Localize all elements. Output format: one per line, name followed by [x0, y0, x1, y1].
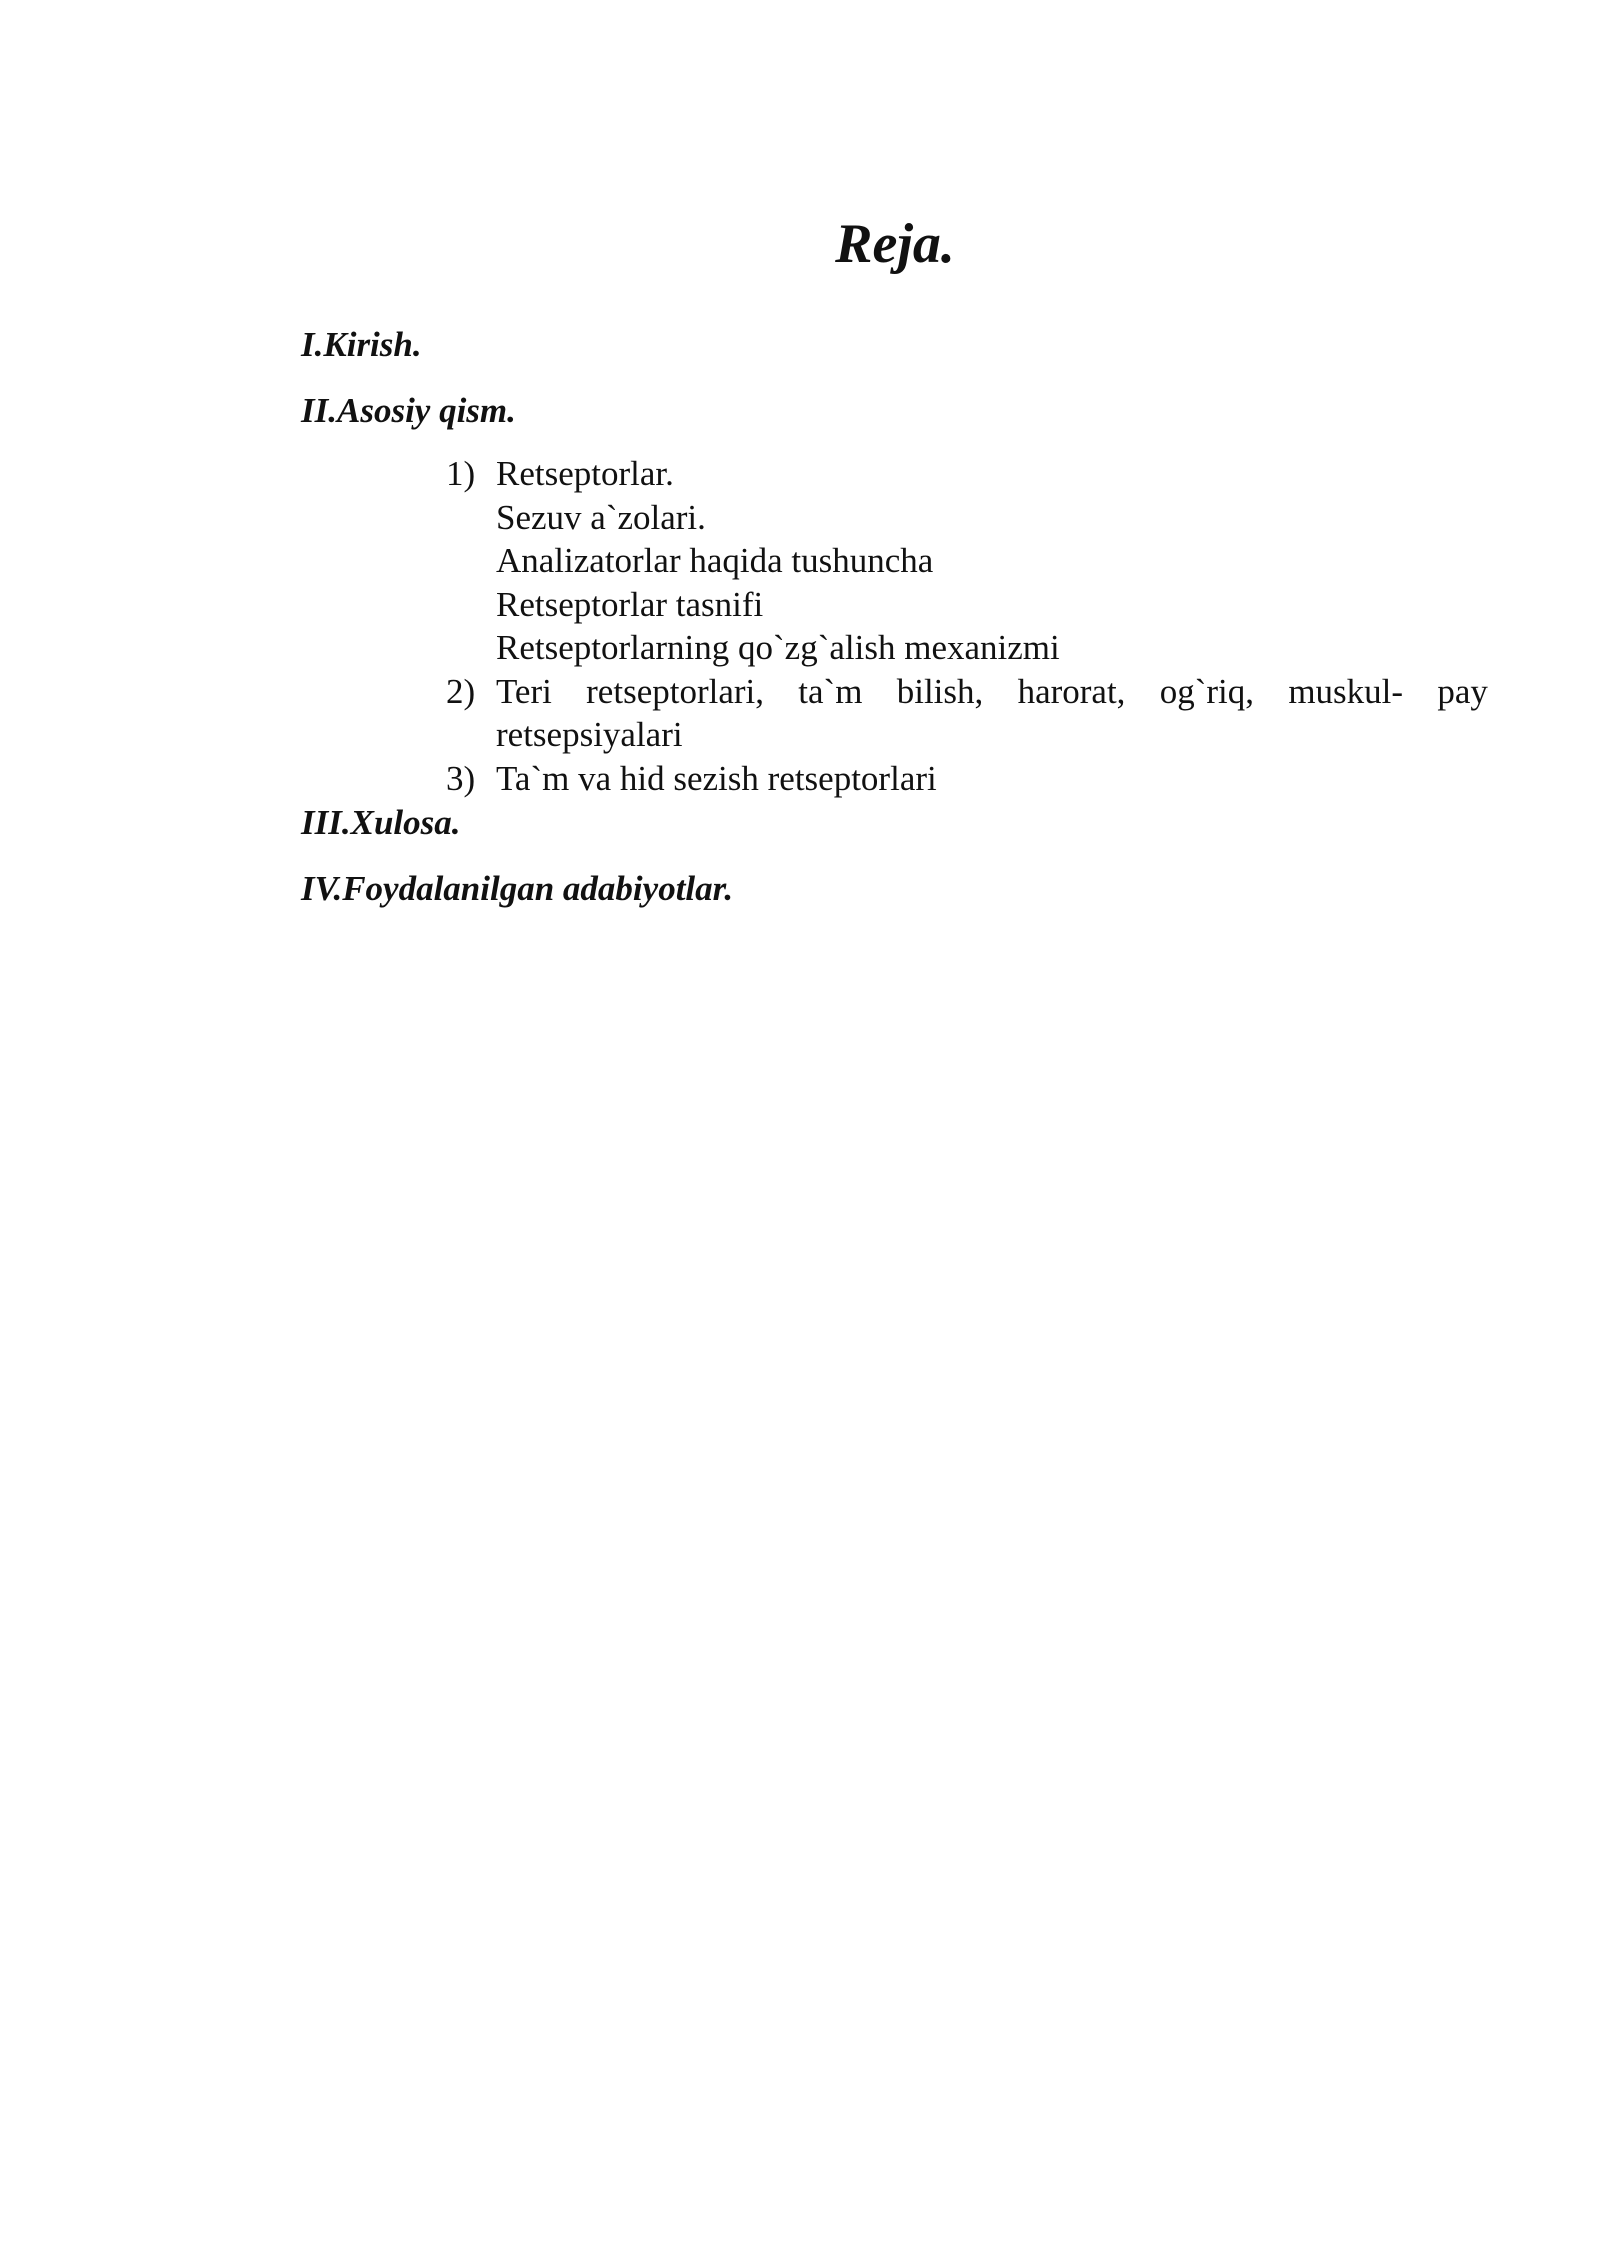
list-item-body [496, 452, 1488, 670]
section-heading-asosiy-qism: II.Asosiy qism. [301, 391, 516, 430]
section-heading-adabiyotlar: IV.Foydalanilgan adabiyotlar. [301, 869, 734, 908]
list-item-number: 1) [446, 454, 476, 493]
word: og`riq, [1159, 671, 1255, 711]
section-heading-xulosa: III.Xulosa. [301, 803, 461, 842]
word: muskul- [1288, 671, 1404, 711]
numbered-list [446, 452, 1488, 800]
list-item [446, 452, 1488, 670]
list-item-number: 2) [446, 671, 476, 711]
list-item [446, 670, 1488, 757]
list-item-body [496, 757, 1488, 801]
list-item-number: 3) [446, 758, 476, 798]
list-item-line: Retseptorlarning qo`zg`alish mexanizmi [496, 628, 1060, 667]
word: pay [1437, 671, 1488, 711]
word: ta`m [798, 671, 863, 711]
word: bilish, [896, 671, 984, 711]
list-item-line: Ta`m va hid sezish retseptorlari [496, 758, 937, 798]
list-item-body [496, 670, 1488, 757]
word: harorat, [1017, 671, 1126, 711]
list-item-line: Retseptorlar. [496, 454, 674, 493]
list-item-line: Sezuv a`zolari. [496, 497, 706, 537]
list-item-line [496, 670, 1488, 714]
page-title: Reja. [835, 213, 955, 275]
list-item-line: Analizatorlar haqida tushuncha [496, 541, 934, 580]
list-item-line: Retseptorlar tasnifi [496, 584, 764, 624]
section-heading-kirish: I.Kirish. [301, 325, 422, 364]
list-item [446, 757, 1488, 801]
word: Teri [496, 671, 552, 711]
word: retseptorlari, [586, 671, 764, 711]
list-item-line: retsepsiyalari [496, 715, 683, 754]
